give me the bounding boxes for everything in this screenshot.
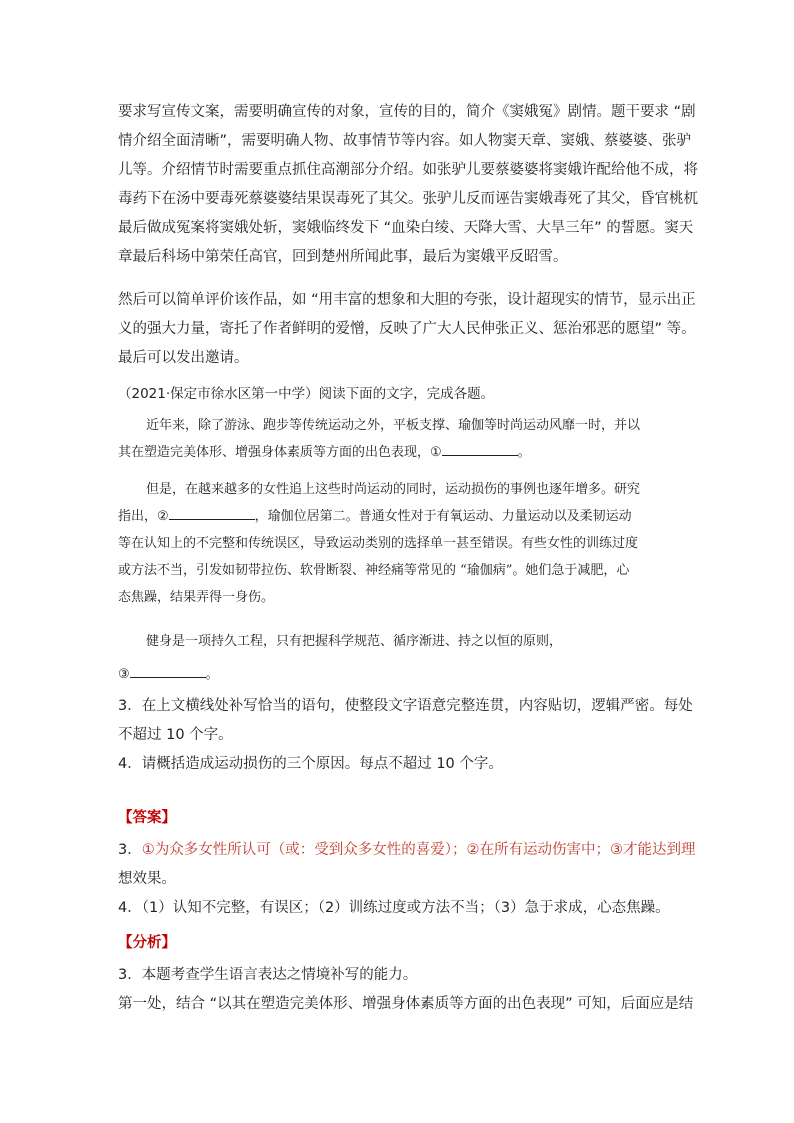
answers (118, 836, 696, 923)
passage-text: 其在塑造完美体形、增强身体素质等方面的出色表现， (118, 445, 431, 460)
passage-p2-line2 (118, 503, 678, 530)
passage-text: ，瑜伽位居第二。普通女性对于有氧运动、力量运动以及柔韧运动 (254, 509, 632, 524)
intro-line: 儿等。介绍情节时需要重点抓住高潮部分介绍。如张驴儿要蔡婆婆将窦娥许配给他不成，将 (118, 162, 698, 178)
passage-p3-line1: 健身是一项持久工程，只有把握科学规范、循序渐进、持之以恒的原则， (146, 634, 563, 649)
source-text: （2021·保定市徐水区第一中学）阅读下面的文字，完成各题。 (118, 386, 495, 402)
evaluation-paragraph (118, 286, 696, 373)
answer-4: 4．（1）认知不完整，有误区；（2）训练过度或方法不当；（3）急于求成，心态焦躁。 (118, 900, 670, 916)
passage-text: 指出， (118, 509, 158, 524)
analysis (118, 961, 694, 1019)
intro-line: 最后做成冤案将窦娥处斩，窦娥临终发下 “血染白绫、天降大雪、大旱三年” 的誓愿。窦天 (118, 220, 694, 236)
analysis-tag: 【分析】 (118, 935, 176, 951)
intro-line: 情介绍全面清晰”，需要明确人物、故事情节等内容。如人物窦天章、窦娥、蔡婆婆、张驴 (118, 133, 692, 149)
passage-p2-line4: 或方法不当，引发如韧带拉伤、软骨断裂、神经痛等常见的 “瑜伽病”。她们急于减肥，心 (118, 563, 630, 578)
evaluation-line: 然后可以简单评价该作品，如 “用丰富的想象和大胆的夸张，设计超现实的情节，显示出正 (118, 292, 696, 308)
passage-p2-line3: 等在认知上的不完整和传统误区，导致运动类别的选择单一甚至错误。有些女性的训练过度 (118, 536, 639, 551)
question-4: 4．请概括造成运动损伤的三个原因。每点不超过 10 个字。 (118, 756, 503, 772)
analysis-line1: 3．本题考查学生语言表达之情境补写的能力。 (118, 967, 418, 983)
intro-line: 章最后科场中第荣任高官，回到楚州所闻此事，最后为窦娥平反昭雪。 (118, 249, 568, 265)
passage-text: 。 (205, 667, 219, 682)
blank-1-number: ① (430, 445, 442, 460)
passage-p2-line1: 但是，在越来越多的女性追上这些时尚运动的同时，运动损伤的事例也逐年增多。研究 (146, 482, 641, 497)
passage-p1-line1: 近年来，除了游泳、跑步等传统运动之外，平板支撑、瑜伽等时尚运动风靡一时，并以 (146, 418, 641, 433)
intro-line: 要求写宣传文案，需要明确宣传的对象，宣传的目的，简介《窦娥冤》剧情。题干要求 “剧 (118, 104, 696, 120)
answer-3-line2: 想效果。 (118, 871, 176, 887)
reading-passage (118, 412, 678, 466)
passage-p1-line2: 其在塑造完美体形、增强身体素质等方面的出色表现，① 。 (118, 439, 678, 466)
questions (118, 692, 693, 779)
answer-number: 3． (118, 842, 142, 858)
reading-passage-p2 (118, 476, 678, 611)
intro-paragraph (118, 98, 698, 272)
answer-3-text: ①为众多女性所认可（或：受到众多女性的喜爱）；②在所有运动伤害中；③才能达到理 (141, 842, 696, 858)
blank-3 (130, 663, 206, 678)
evaluation-line: 最后可以发出邀请。 (118, 350, 249, 366)
blank-2-number: ② (157, 509, 169, 524)
blank-1 (442, 441, 518, 456)
blank-2 (169, 505, 255, 520)
question-3-line1: 3．在上文横线处补写恰当的语句，使整段文字语意完整连贯，内容贴切，逻辑严密。每处 (118, 698, 693, 714)
source-line (118, 380, 678, 409)
answer-3-line1 (118, 836, 696, 865)
passage-p2-line5: 态焦躁，结果弄得一身伤。 (118, 590, 275, 605)
reading-passage-p3 (118, 628, 678, 688)
blank-3-number: ③ (118, 667, 130, 682)
question-3-line2: 不超过 10 个字。 (118, 727, 233, 743)
analysis-line2: 第一处，结合 “以其在塑造完美体形、增强身体素质等方面的出色表现” 可知，后面应是结 (118, 996, 694, 1012)
passage-p3-line2 (118, 661, 678, 688)
intro-line: 毒药下在汤中要毒死蔡婆婆结果误毒死了其父。张驴儿反而诬告窦娥毒死了其父，昏官桃杌 (118, 191, 698, 207)
evaluation-line: 义的强大力量，寄托了作者鲜明的爱憎，反映了广大人民伸张正义、惩治邪恶的愿望” 等。 (118, 321, 696, 337)
answer-tag: 【答案】 (118, 810, 176, 826)
